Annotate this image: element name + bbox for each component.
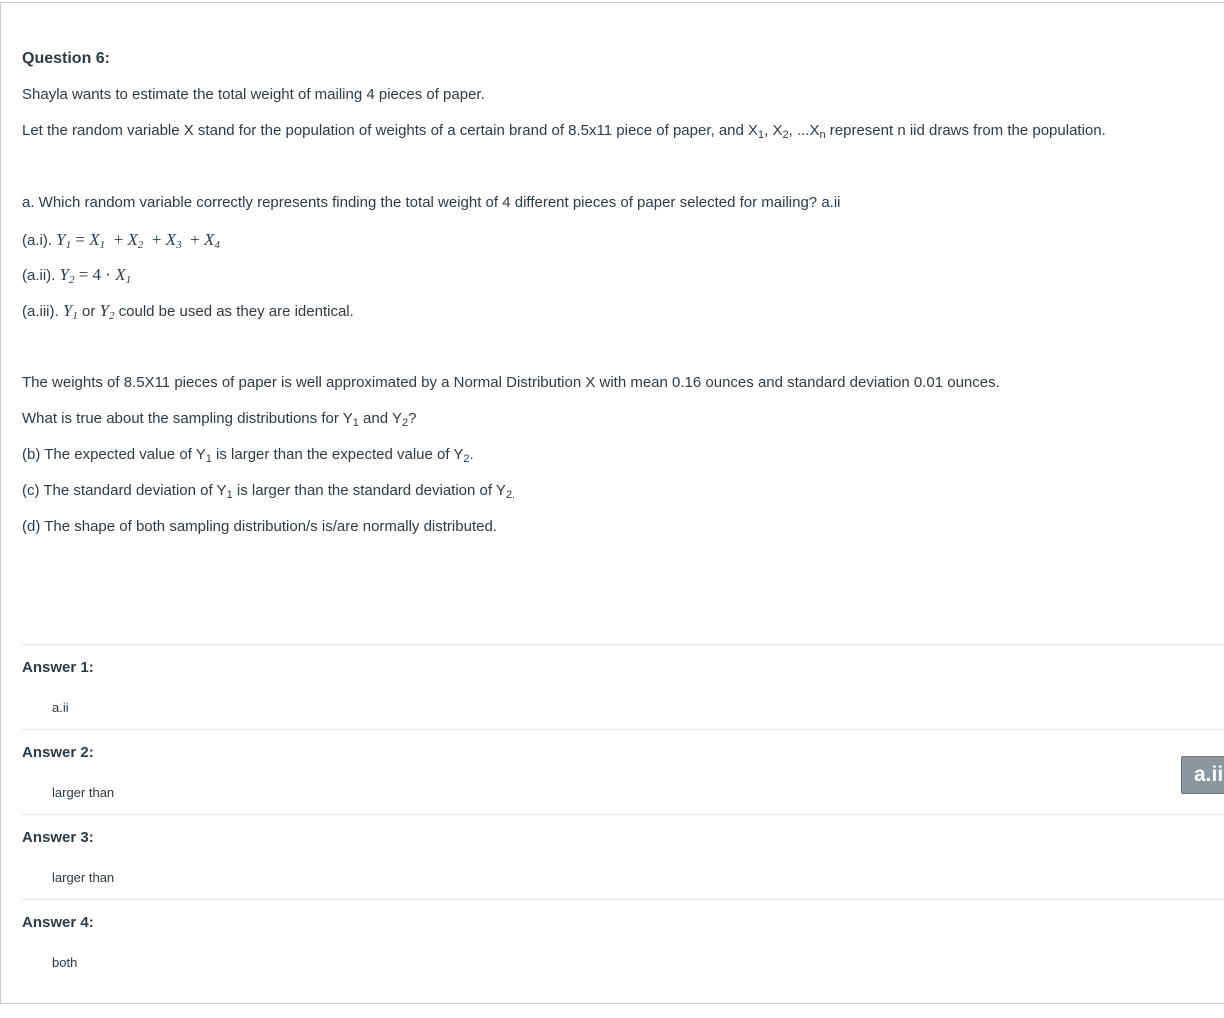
- answer-2-value: larger than: [52, 785, 115, 800]
- sampling-question: What is true about the sampling distributions for $Y_1$ and $Y_2$?: [22, 410, 417, 429]
- part-d: (d) The shape of both sampling distribution/s is/are normally distributed.: [22, 518, 497, 535]
- option-a-ii-formula: $Y_2 = 4 \cdot X_1$: [59, 265, 132, 286]
- answer-1-value: a.ii: [52, 700, 69, 715]
- selected-answer-tag: a.ii: [1181, 756, 1224, 794]
- rv-suffix: represent n iid draws from the population.: [825, 122, 1106, 139]
- option-a-ii-label: (a.ii).: [22, 267, 60, 284]
- part-c: (c) The standard deviation of $Y_1$ is larger than the standard deviation of $Y_{2.}$: [22, 482, 516, 501]
- answer-3-label: Answer 3:: [22, 829, 94, 846]
- answer-1-label: Answer 1:: [22, 659, 94, 676]
- question-intro: Shayla wants to estimate the total weight of mailing 4 pieces of paper.: [22, 86, 485, 103]
- answers-divider: [22, 644, 1224, 645]
- option-a-iii-end: could be used as they are identical.: [114, 303, 354, 320]
- option-a-iii-mid: or: [77, 303, 100, 320]
- answer-divider: [22, 729, 1224, 730]
- option-a-i: [22, 230, 220, 251]
- question-title: Question 6:: [22, 50, 111, 67]
- answer-divider: [22, 814, 1224, 815]
- quiz-question-frame: [0, 2, 1224, 1004]
- answer-4-value: both: [52, 955, 78, 970]
- option-a-iii: (a.iii). $Y_1$ or $Y_2$ could be used as they are identical.: [22, 301, 354, 322]
- part-b: (b) The expected value of $Y_1$ is larger than the expected value of $Y_2$.: [22, 446, 474, 465]
- answer-3-value: larger than: [52, 870, 115, 885]
- normal-distribution-text: The weights of 8.5X11 pieces of paper is well approximated by a Normal Distribution X with mean 0.16 ounces and standard deviation 0.01 ounces.: [22, 374, 1000, 391]
- random-variable-definition: Let the random variable X stand for the population of weights of a certain brand of 8.5x11 piece of paper, and $X_1$, $X_2$, $...X_n$ represent n iid draws from the population.: [22, 122, 1106, 141]
- rv-prefix: Let the random variable X stand for the population of weights of a certain brand of 8.5x11 piece of paper, and X: [22, 122, 759, 139]
- option-a-ii: [22, 265, 131, 286]
- option-a-iii-label: (a.iii).: [22, 303, 63, 320]
- answer-divider: [22, 899, 1224, 900]
- part-a-question: a. Which random variable correctly represents finding the total weight of 4 different pieces of paper selected for mailing? a.ii: [22, 194, 841, 211]
- answer-4-label: Answer 4:: [22, 914, 94, 931]
- option-a-i-formula: $Y_1 = X_1 + X_2 + X_3 + X_4$: [56, 230, 220, 251]
- option-a-i-label: (a.i).: [22, 232, 57, 249]
- answer-2-label: Answer 2:: [22, 744, 94, 761]
